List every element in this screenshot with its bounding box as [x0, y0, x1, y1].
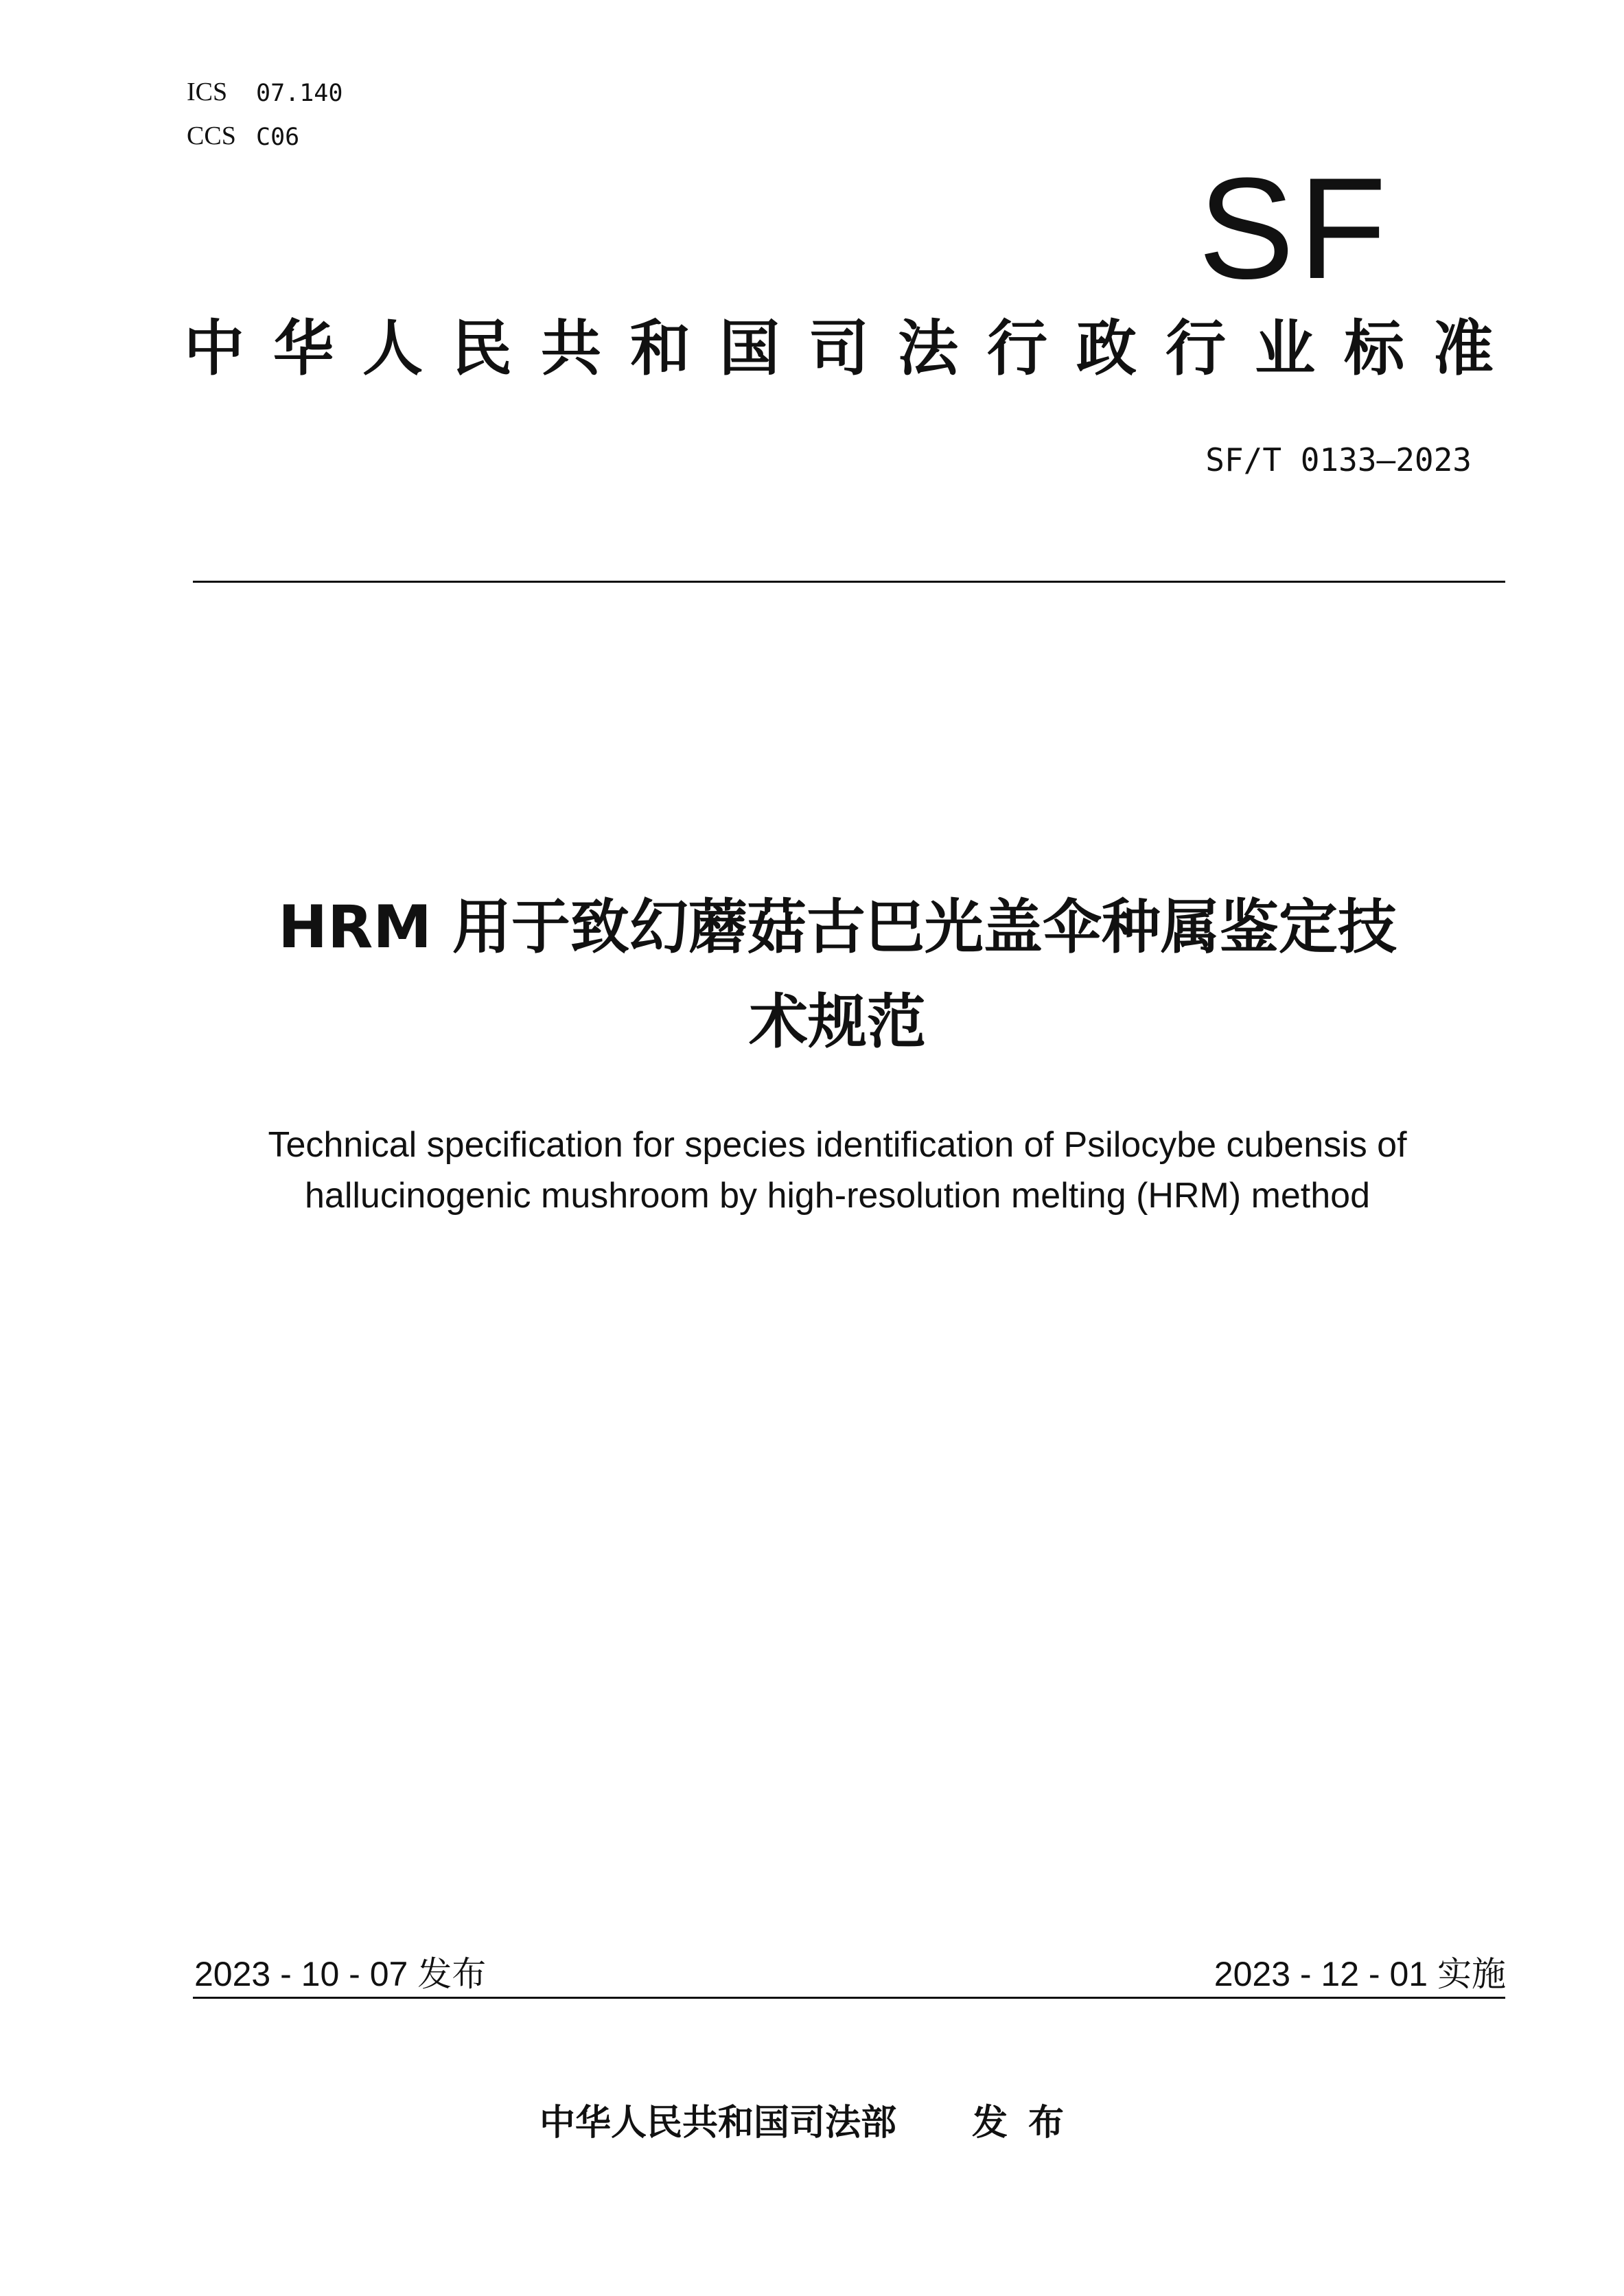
- ics-code: 07.140: [256, 80, 343, 107]
- standard-type-heading: 中华人民共和国司法行政行业标准: [184, 313, 1523, 384]
- document-title-en-line2: hallucinogenic mushroom by high-resolution melting (HRM) method: [304, 1176, 1371, 1216]
- ics-label: ICS: [187, 78, 228, 106]
- sf-logo: SF: [1198, 148, 1391, 309]
- document-title-en-line1: Technical specification for species identification of Psilocybe cubensis of: [268, 1125, 1407, 1165]
- document-title-zh-line1: HRM 用于致幻蘑菇古巴光盖伞种属鉴定技: [278, 893, 1397, 962]
- issuer-action: 发布: [972, 2102, 1085, 2144]
- document-title-zh-line2: 术规范: [749, 988, 926, 1056]
- issuer-line: [0, 2094, 1624, 2145]
- standard-number: SF/T 0133—2023: [1205, 441, 1472, 478]
- implement-date: 2023 - 12 - 01 实施: [1214, 1955, 1506, 1993]
- issuer-name: 中华人民共和国司法部: [539, 2102, 896, 2144]
- bottom-divider: [193, 1997, 1505, 1999]
- publish-date: 2023 - 10 - 07 发布: [194, 1955, 487, 1993]
- ccs-label: CCS: [187, 121, 236, 150]
- top-divider: [193, 581, 1505, 583]
- ccs-code: C06: [256, 124, 300, 151]
